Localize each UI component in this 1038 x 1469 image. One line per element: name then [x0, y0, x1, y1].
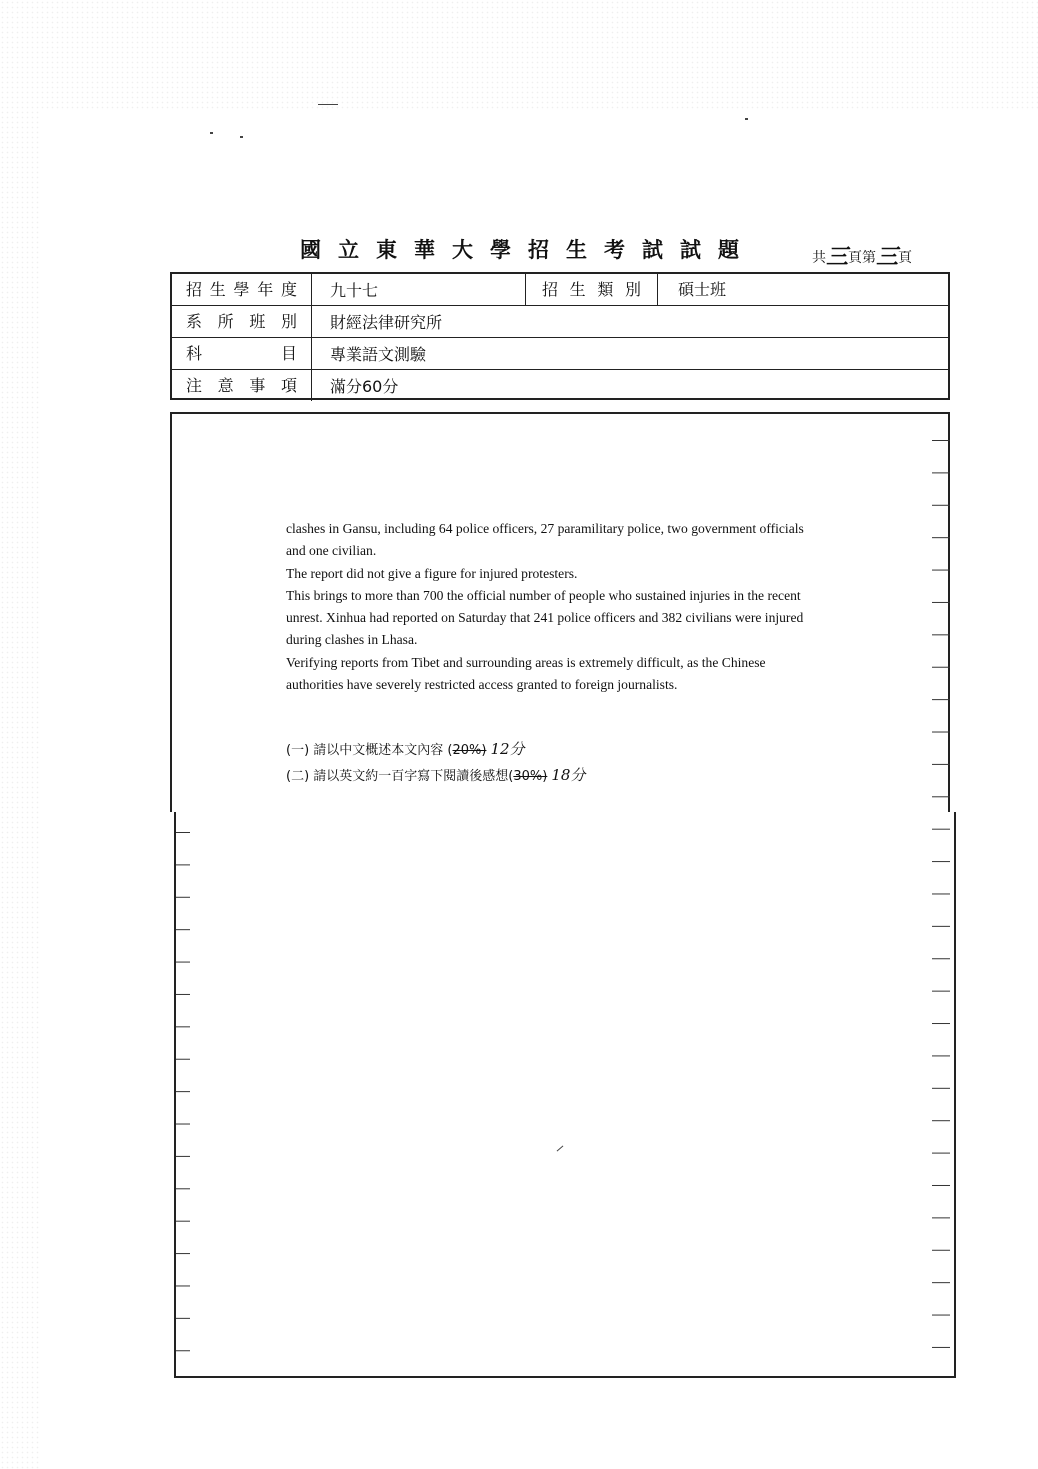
question-1-struck-weight: 20%): [452, 743, 487, 758]
exam-info-table: [170, 272, 950, 400]
question-1-text: (一) 請以中文概述本文內容 (: [286, 743, 453, 758]
scan-noise-left: [0, 110, 40, 1469]
page-count-prefix: 共: [812, 250, 826, 266]
scan-mark: [240, 136, 243, 138]
scan-mark: [318, 104, 338, 105]
question-1-handwritten-score: 12分: [490, 740, 525, 758]
reading-passage: [286, 518, 826, 696]
question-2-struck-weight: 30%): [513, 769, 548, 784]
question-1: [286, 737, 806, 763]
scan-noise-top: [0, 0, 1038, 110]
scan-mark: [745, 118, 748, 120]
department-value: 財經法律研究所: [330, 313, 443, 332]
passage-paragraph: clashes in Gansu, including 64 police officers, 27 paramilitary police, two government officials and one civilian.: [286, 521, 804, 559]
passage-paragraph: Verifying reports from Tibet and surrounding areas is extremely difficult, as the Chinese authorities have severely restricted access granted to foreign journalists.: [286, 654, 766, 693]
year-value: 九十七: [330, 281, 379, 300]
scan-mark: [210, 132, 213, 134]
page-current: 三: [876, 244, 899, 270]
row-year: [172, 274, 948, 306]
notes-label: 注意事項: [172, 370, 312, 401]
margin-ticks-right: [932, 440, 950, 1360]
page-count-suffix: 頁: [898, 250, 913, 266]
passage-paragraph: The report did not give a figure for injured protesters.: [286, 565, 578, 581]
question-2-text: (二) 請以英文約一百字寫下閱讀後感想(: [286, 769, 514, 784]
category-value: 碩士班: [678, 280, 727, 299]
question-frame-lower: [174, 812, 956, 1378]
question-2-handwritten-score: 18分: [551, 766, 586, 784]
row-notes: [172, 370, 948, 402]
subject-label: 科 目: [172, 338, 312, 369]
page-total: 三: [826, 244, 849, 270]
notes-value: 滿分60分: [330, 377, 399, 396]
subject-value: 專業語文測驗: [330, 345, 427, 364]
row-department: [172, 306, 948, 338]
category-label: 招生類別: [525, 274, 658, 305]
row-subject: [172, 338, 948, 370]
year-label: 招生學年度: [172, 274, 312, 305]
department-label: 系所班別: [172, 306, 312, 337]
margin-ticks-left: [176, 832, 190, 1352]
question-2: [286, 763, 806, 789]
question-list: [286, 737, 806, 789]
page-count-mid: 頁第: [848, 250, 877, 266]
passage-paragraph: This brings to more than 700 the official number of people who sustained injuries in the recent unrest. Xinhua had reported on Saturday that 241 police officers and 382 civilians were injured during clashes in Lhasa.: [286, 587, 804, 648]
page-count: [812, 240, 912, 271]
exam-title: 國立東華大學招生考試試題: [300, 238, 756, 262]
